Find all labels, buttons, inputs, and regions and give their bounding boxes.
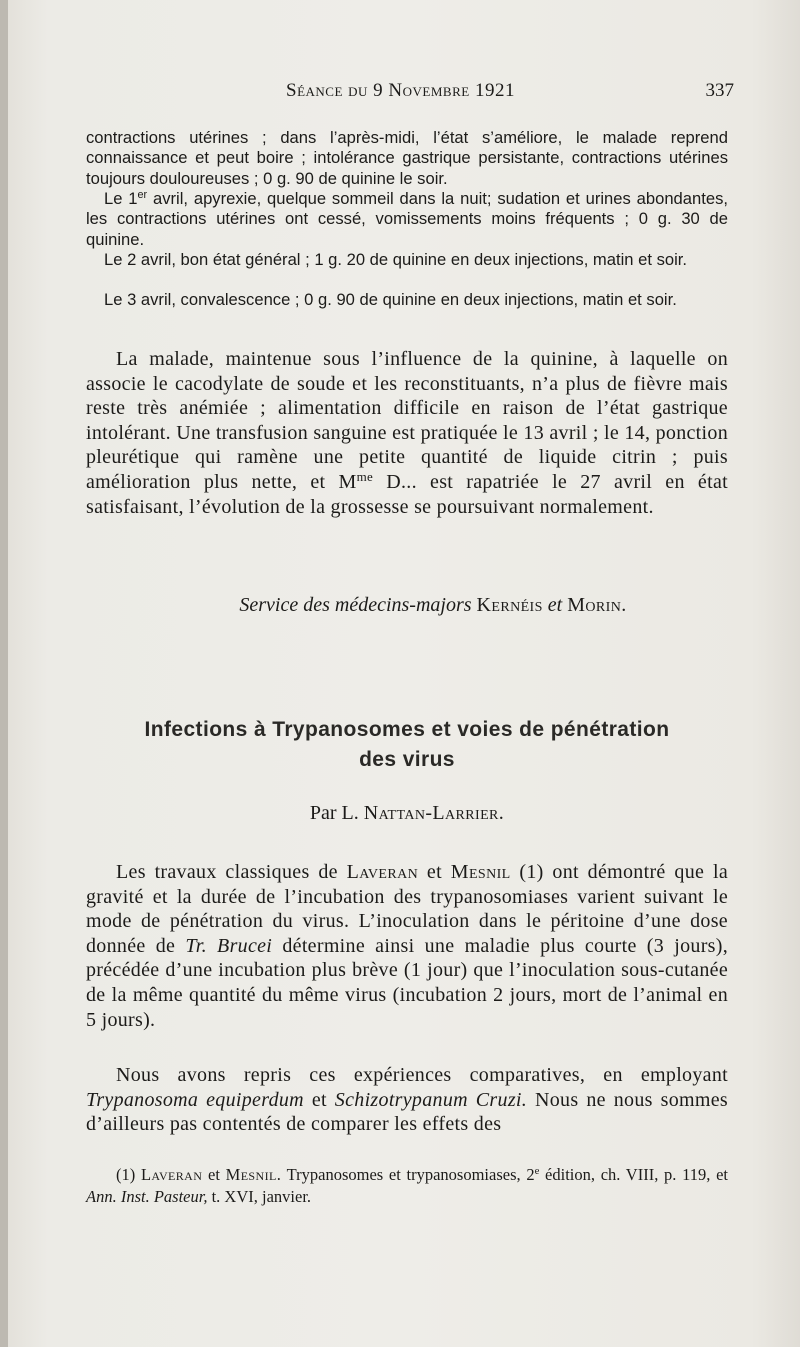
footnote-text: Trypanosomes et trypanosomiases, 2 <box>281 1165 535 1184</box>
body-paragraph-2 <box>86 1063 728 1137</box>
author-prefix: Par L. <box>309 802 359 824</box>
page-number: 337 <box>705 80 734 101</box>
conclusion-text-start: La malade, maintenue sous l’influence de la quinine, à laquelle on associe le cacodylate de soude et les reconstituants, n’a plus de fièvre mais reste très anémiée ; alimentation difficile en raison de l’état gastrique intolérant. Une transfusion sanguine est pratiquée le 13 avril ; le 14, ponction pleurétique qui ramène une petite quantité de liquide citrin ; puis amélioration plus nette, et M <box>86 348 728 493</box>
signature-name-2: Morin. <box>567 594 627 616</box>
footnote-text: t. XVI, janvier. <box>207 1186 312 1206</box>
case-paragraph-2 <box>86 189 728 250</box>
footnote-superscript: e <box>534 1165 540 1178</box>
species-name: Trypanosoma equiperdum <box>86 1088 304 1111</box>
footnote-author-1: Laveran <box>140 1165 203 1184</box>
page-header <box>0 78 800 108</box>
body-text: (1) ont démontré que la gravité et la durée de l’incubation des trypanosomiases varient suivant le mode de pénétration du virus. L’inoculation dans le péritoine d’une dose donnée de <box>86 861 728 957</box>
title-line-2: des virus <box>359 748 455 771</box>
signature-connector: et <box>547 594 563 616</box>
signature-service: Service des médecins-majors <box>239 594 472 616</box>
case-paragraph-4: Le 3 avril, convalescence ; 0 g. 90 de quinine en deux injections, matin et soir. <box>104 290 677 309</box>
title-line-1: Infections à Trypanosomes et voies de pénétration <box>144 718 670 741</box>
title-superscript: me <box>356 468 374 484</box>
article-title <box>86 715 728 775</box>
footnote <box>86 1164 728 1207</box>
footnote-text: édition, ch. VIII, p. 119, et <box>539 1165 728 1184</box>
footnote-marker: (1) <box>116 1165 141 1184</box>
article-author <box>86 802 728 825</box>
author-ref-laveran: Laveran <box>346 861 419 883</box>
author-ref-mesnil: Mesnil <box>450 861 511 883</box>
case-paragraph-2-start: Le 1 <box>104 189 138 208</box>
running-head: Séance du 9 Novembre 1921 <box>286 80 515 101</box>
signature-name-1: Kernéis <box>476 594 543 616</box>
author-name: Nattan-Larrier. <box>363 802 505 824</box>
species-name: Tr. Brucei <box>185 934 273 957</box>
species-name: Schizotrypanum Cruzi. <box>334 1088 528 1111</box>
footnote-journal: Ann. Inst. Pasteur, <box>86 1186 208 1206</box>
body-paragraph-1 <box>86 860 728 1032</box>
footnote-text: et <box>202 1165 226 1184</box>
case-paragraph-1: contractions utérines ; dans l’après-midi, l’état s’améliore, le malade reprend connaissance et peut boire ; intolérance gastrique persistante, contractions utérines toujours douloureuses ; 0 g. 90 de quinine le soir. <box>86 128 728 188</box>
body-text: et <box>303 1088 335 1111</box>
service-signature <box>0 594 800 617</box>
conclusion-paragraph <box>86 347 728 519</box>
body-text: Nous ne nous sommes d’ailleurs pas contentés de comparer les effets des <box>86 1088 728 1136</box>
body-text: Nous avons repris ces expériences comparatives, en employant <box>116 1064 728 1086</box>
body-text: détermine ainsi une maladie plus courte (3 jours), précédée d’une incubation plus brève (1 jour) que l’inoculation sous-cutanée de la même quantité du même virus (incubation 2 jours, mort de l’animal en 5 jours). <box>86 934 729 1031</box>
case-paragraph-3: Le 2 avril, bon état général ; 1 g. 20 de quinine en deux injections, matin et soir. <box>104 250 688 269</box>
page-gutter <box>0 0 8 1347</box>
footnote-author-2: Mesnil. <box>225 1165 282 1184</box>
body-text: Les travaux classiques de <box>116 861 347 883</box>
conclusion-text-end: D... est rapatriée le 27 avril en état satisfaisant, l’évolution de la grossesse se poursuivant normalement. <box>86 470 728 518</box>
case-paragraph-2-rest: avril, apyrexie, quelque sommeil dans la nuit; sudation et urines abondantes, les contractions utérines ont cessé, vomissements moins fréquents ; 0 g. 30 de quinine. <box>86 189 728 249</box>
body-text: et <box>418 861 451 883</box>
ordinal-superscript: er <box>137 189 148 202</box>
